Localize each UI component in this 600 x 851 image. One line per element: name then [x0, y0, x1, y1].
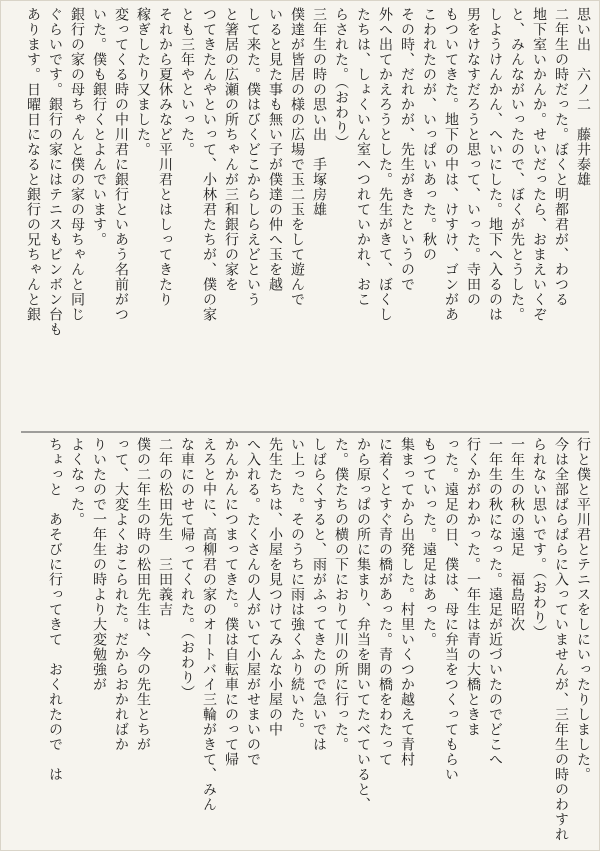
text-column: ぐらいです。銀行の家にはテニスもビンボン台も	[47, 7, 63, 337]
text-column: た。僕たちの横の下におりて川の所に行った。	[333, 437, 349, 752]
text-column: 僕達が皆居の様の広場で玉二玉をして遊んで	[289, 7, 305, 307]
text-column: い上った。そのうちに雨は強くふり続いた。	[289, 437, 305, 737]
text-column: 二年の松田先生 三田義吉	[157, 437, 173, 617]
text-column: 行と僕と平川君とテニスをしにいったりしました。	[575, 437, 591, 782]
text-column: って、大変よくおこられた。だからおかればか	[113, 437, 129, 752]
text-column: 地下室いかんか。せいだったら、おまえいくぞ	[531, 7, 547, 322]
text-column: 外へ出てかえろうとした。先生がきて、ぼくし	[377, 7, 393, 322]
text-column: かんかんにつまってきた。僕は自転車にのって帰	[223, 437, 239, 767]
text-column: それから夏休みなど平川君とはしってきたり	[157, 7, 173, 307]
text-column: な車にのせて帰ってくれた。（おわり）	[179, 437, 195, 700]
text-column: もつていった。遠足はあった。	[421, 437, 437, 647]
text-column: 一年生の秋になった。遠足が近づいたのでどこへ	[487, 437, 503, 767]
text-column: 集まってから出発した。村里いくつか越えて青村	[399, 437, 415, 767]
text-column: こわれたのが、いっぱいあった。秋の	[421, 7, 437, 262]
text-column: つてきたんやといって、小林君たちが、僕の家	[201, 7, 217, 322]
text-column: えろと中に、高柳君の家のオートバイ三輪がきて、みん	[201, 437, 217, 812]
text-column: 銀行の家の母ちゃんと僕の家の母ちゃんと同じ	[69, 7, 85, 322]
text-column: いた。僕も銀行くとよんでいます。	[91, 7, 107, 247]
text-column: その時、だれかが、先生がきたというので	[399, 7, 415, 292]
text-column: 二年生の時だった。ぼくと明都君が、わつる	[553, 7, 569, 307]
text-column: 男をけなすだろうと思って、いった。寺田の	[465, 7, 481, 307]
text-column: 変ってくる時の中川君に銀行といあう名前がつ	[113, 7, 129, 322]
text-column: しばらくすると、雨がふってきたので急いでは	[311, 437, 327, 752]
text-column: もついてきた。地下の中は、けすけ、ゴンがあ	[443, 7, 459, 322]
text-column: へ入れる。たくさんの人がいて小屋がせまいので	[245, 437, 261, 767]
text-column: たちは、しょくいん室へつれていかれ、おこ	[355, 7, 371, 307]
text-column: しようけんかん、へいにした。地下へ入るのは	[487, 7, 503, 322]
text-column: 今は全部ばらばらに入っていませんが、三年生の時のわすれ	[553, 437, 569, 842]
text-column: 一年生の秋の遠足 福島昭次	[509, 437, 525, 632]
text-column: あります。日曜日になると銀行の兄ちゃんと銀	[25, 7, 41, 322]
section-divider	[21, 431, 589, 433]
text-column: して来た。僕はびくどこからしらえどという	[245, 7, 261, 307]
text-column: 三年生の時の思い出 手塚房雄	[311, 7, 327, 217]
text-column: と箸居の広瀬の所ちゃんが三和銀行の家を	[223, 7, 239, 292]
text-column: った。遠足の日、僕は、母に弁当をつくってもらい	[443, 437, 459, 782]
lower-section	[11, 437, 591, 847]
text-column: いると見た事も無い子が僕達の仲へ玉を越	[267, 7, 283, 292]
text-column: から原っぱの所に集まり、弁当を開いてたべていると、	[355, 437, 371, 812]
text-column: 思い出 六ノ二 藤井泰雄	[575, 7, 591, 187]
text-column: 先生たちは、小屋を見つけてみんな小屋の中	[267, 437, 283, 737]
text-column: と、みんながいったので、ぼくが先とうした。	[509, 7, 525, 322]
text-column: 行くかがわかった。一年生は青の大橋ときま	[465, 437, 481, 737]
text-column: とも三年やといった。	[179, 7, 195, 157]
text-column: 僕の二年生の時の松田先生は、今の先生とちが	[135, 437, 151, 752]
upper-section	[11, 7, 591, 427]
text-column: ちょっと あそびに行ってきて おくれたので は	[47, 437, 63, 782]
text-column: らされた。（おわり）	[333, 7, 349, 150]
text-column: よくなった。	[69, 437, 85, 527]
text-column: 稼ぎしたり又ました。	[135, 7, 151, 157]
text-column: りいたので一年生の時より大変勉強が	[91, 437, 107, 692]
text-column: に着くとすぐ青の橋があった。青の橋をわたって	[377, 437, 393, 767]
lower-text-columns	[11, 437, 591, 847]
upper-text-columns	[11, 7, 591, 427]
text-column: られない思いです。（おわり）	[531, 437, 547, 640]
